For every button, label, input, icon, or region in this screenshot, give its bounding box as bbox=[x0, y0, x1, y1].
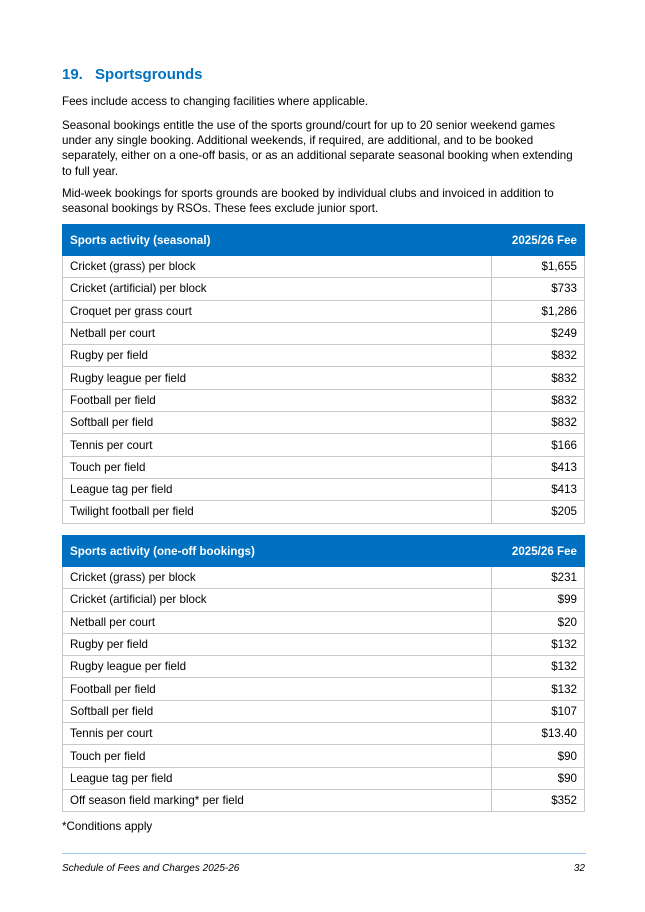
fee-cell: $132 bbox=[492, 633, 585, 655]
fee-cell: $832 bbox=[492, 367, 585, 389]
table-row bbox=[63, 678, 585, 700]
activity-cell: Off season field marking* per field bbox=[63, 789, 492, 811]
table-row bbox=[63, 300, 585, 322]
fee-cell: $132 bbox=[492, 678, 585, 700]
table-row bbox=[63, 501, 585, 523]
section-number: 19. bbox=[62, 66, 83, 83]
intro-paragraph-1: Fees include access to changing facilities where applicable. bbox=[62, 95, 369, 108]
activity-cell: League tag per field bbox=[63, 767, 492, 789]
activity-cell: Touch per field bbox=[63, 456, 492, 478]
table-row bbox=[63, 656, 585, 678]
table-row bbox=[63, 367, 585, 389]
seasonal-fees-table bbox=[62, 224, 585, 524]
table-row bbox=[63, 589, 585, 611]
activity-cell: Rugby league per field bbox=[63, 367, 492, 389]
fee-column-header: 2025/26 Fee bbox=[492, 225, 585, 256]
activity-cell: Rugby per field bbox=[63, 633, 492, 655]
fee-cell: $832 bbox=[492, 389, 585, 411]
activity-cell: Football per field bbox=[63, 389, 492, 411]
footer-page-number: 32 bbox=[573, 863, 585, 874]
fee-cell: $413 bbox=[492, 456, 585, 478]
fee-cell: $1,655 bbox=[492, 256, 585, 278]
table-row bbox=[63, 767, 585, 789]
footer-divider bbox=[62, 853, 586, 854]
activity-cell: Tennis per court bbox=[63, 723, 492, 745]
activity-column-header: Sports activity (seasonal) bbox=[63, 225, 492, 256]
activity-cell: Cricket (artificial) per block bbox=[63, 278, 492, 300]
activity-cell: Softball per field bbox=[63, 412, 492, 434]
footer-document-title: Schedule of Fees and Charges 2025-26 bbox=[62, 863, 240, 874]
table-header-row bbox=[63, 536, 585, 567]
activity-cell: Cricket (grass) per block bbox=[63, 567, 492, 589]
fee-cell: $832 bbox=[492, 412, 585, 434]
fee-cell: $13.40 bbox=[492, 723, 585, 745]
fee-column-header: 2025/26 Fee bbox=[492, 536, 585, 567]
fee-cell: $99 bbox=[492, 589, 585, 611]
table-row bbox=[63, 456, 585, 478]
fee-cell: $231 bbox=[492, 567, 585, 589]
activity-cell: Netball per court bbox=[63, 611, 492, 633]
intro-paragraph-2: Seasonal bookings entitle the use of the sports ground/court for up to 20 senior weekend games under any single booking. Additional weekends, if required, are additional, and to be booked separately, either on a one-off basis, or as an additional separate seasonal booking when extending to full year. bbox=[62, 119, 573, 178]
table-row bbox=[63, 345, 585, 367]
activity-cell: Softball per field bbox=[63, 700, 492, 722]
activity-cell: Tennis per court bbox=[63, 434, 492, 456]
seasonal-fees-body bbox=[63, 256, 585, 524]
table-header-row bbox=[63, 225, 585, 256]
table-row bbox=[63, 278, 585, 300]
one-off-fees-table bbox=[62, 535, 585, 812]
fee-cell: $166 bbox=[492, 434, 585, 456]
activity-cell: Rugby per field bbox=[63, 345, 492, 367]
activity-column-header: Sports activity (one-off bookings) bbox=[63, 536, 492, 567]
activity-cell: Football per field bbox=[63, 678, 492, 700]
table-row bbox=[63, 478, 585, 500]
table-row bbox=[63, 745, 585, 767]
table-row bbox=[63, 611, 585, 633]
fee-cell: $352 bbox=[492, 789, 585, 811]
fee-cell: $1,286 bbox=[492, 300, 585, 322]
fee-cell: $413 bbox=[492, 478, 585, 500]
fee-cell: $90 bbox=[492, 745, 585, 767]
intro-paragraph-3: Mid-week bookings for sports grounds are booked by individual clubs and invoiced in addition to seasonal bookings by RSOs. These fees exclude junior sport. bbox=[62, 187, 554, 216]
table-row bbox=[63, 567, 585, 589]
table-row bbox=[63, 633, 585, 655]
fee-cell: $249 bbox=[492, 322, 585, 344]
activity-cell: League tag per field bbox=[63, 478, 492, 500]
activity-cell: Rugby league per field bbox=[63, 656, 492, 678]
table-row bbox=[63, 789, 585, 811]
activity-cell: Touch per field bbox=[63, 745, 492, 767]
table-row bbox=[63, 723, 585, 745]
activity-cell: Cricket (grass) per block bbox=[63, 256, 492, 278]
table-row bbox=[63, 412, 585, 434]
table-row bbox=[63, 434, 585, 456]
conditions-note: *Conditions apply bbox=[62, 820, 153, 833]
activity-cell: Cricket (artificial) per block bbox=[63, 589, 492, 611]
table-row bbox=[63, 700, 585, 722]
table-row bbox=[63, 389, 585, 411]
fee-cell: $205 bbox=[492, 501, 585, 523]
activity-cell: Twilight football per field bbox=[63, 501, 492, 523]
fee-cell: $733 bbox=[492, 278, 585, 300]
activity-cell: Netball per court bbox=[63, 322, 492, 344]
fee-cell: $832 bbox=[492, 345, 585, 367]
fee-cell: $107 bbox=[492, 700, 585, 722]
fee-cell: $20 bbox=[492, 611, 585, 633]
fee-cell: $132 bbox=[492, 656, 585, 678]
table-row bbox=[63, 322, 585, 344]
table-row bbox=[63, 256, 585, 278]
one-off-fees-body bbox=[63, 567, 585, 812]
section-heading bbox=[62, 66, 203, 83]
activity-cell: Croquet per grass court bbox=[63, 300, 492, 322]
fee-cell: $90 bbox=[492, 767, 585, 789]
section-title: Sportsgrounds bbox=[95, 66, 203, 83]
